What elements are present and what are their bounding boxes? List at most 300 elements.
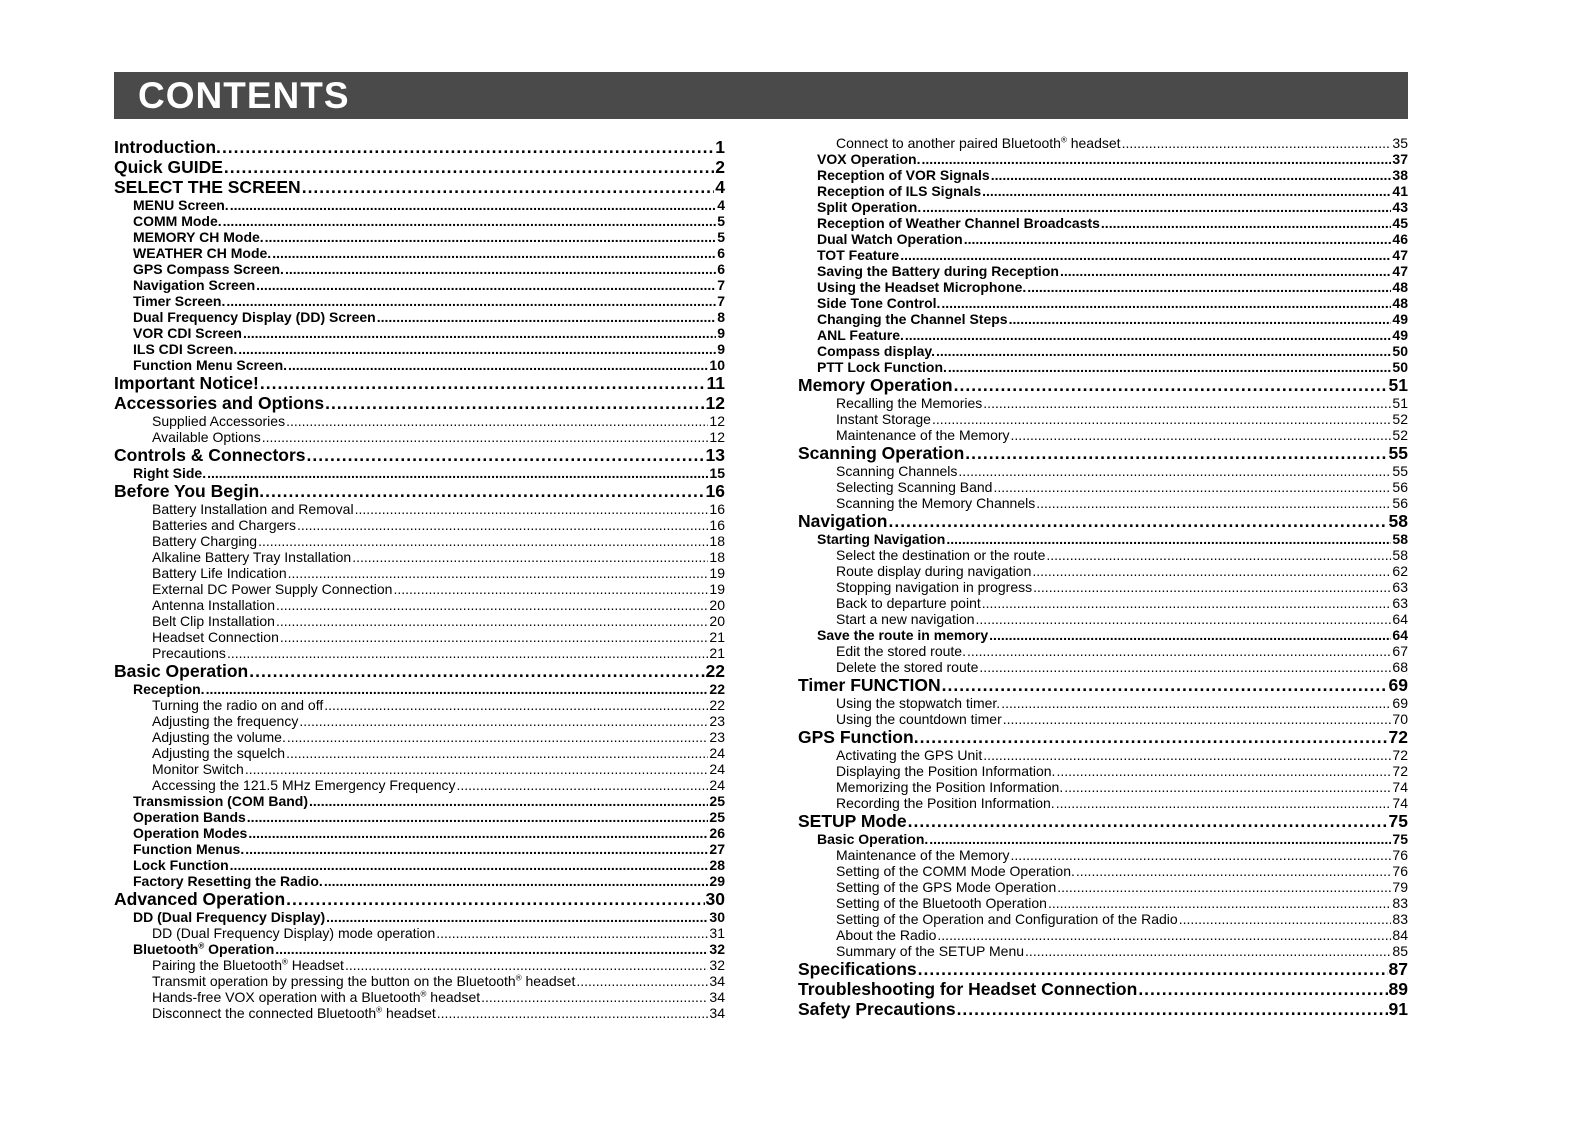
toc-entry[interactable] — [114, 697, 725, 713]
toc-entry-page: 15 — [709, 465, 725, 481]
toc-entry[interactable] — [114, 549, 725, 565]
toc-entry-title: Split Operation. — [817, 199, 922, 215]
toc-entry[interactable] — [114, 229, 725, 245]
toc-entry-title: DD (Dual Frequency Display) — [133, 909, 326, 925]
dot-leader — [918, 959, 1388, 979]
toc-entry[interactable] — [798, 359, 1408, 375]
toc-entry[interactable] — [114, 777, 725, 793]
toc-entry[interactable] — [798, 795, 1408, 811]
toc-entry-title: Timer FUNCTION — [798, 675, 941, 695]
dot-leader — [983, 747, 1391, 763]
toc-entry-page: 20 — [709, 597, 725, 613]
toc-entry-page: 34 — [709, 989, 725, 1005]
toc-entry[interactable] — [798, 199, 1408, 215]
toc-entry[interactable] — [798, 263, 1408, 279]
toc-entry[interactable] — [114, 629, 725, 645]
toc-entry-page: 1 — [715, 137, 725, 157]
toc-entry-title: External DC Power Supply Connection — [152, 581, 393, 597]
toc-entry[interactable] — [114, 597, 725, 613]
dot-leader — [1060, 263, 1391, 279]
toc-entry-title: Safety Precautions — [798, 999, 956, 1019]
toc-entry-title: SETUP Mode — [798, 811, 907, 831]
toc-entry-page: 48 — [1392, 279, 1408, 295]
dot-leader — [888, 511, 1387, 531]
toc-entry-title: VOR CDI Screen — [133, 325, 242, 341]
toc-entry[interactable] — [114, 341, 725, 357]
toc-entry-title: Battery Life Indication — [152, 565, 287, 581]
toc-entry[interactable] — [798, 763, 1408, 779]
dot-leader — [958, 463, 1391, 479]
toc-entry[interactable] — [114, 909, 725, 925]
toc-entry-page: 45 — [1392, 215, 1408, 231]
toc-entry[interactable] — [114, 465, 725, 481]
toc-entry[interactable] — [114, 613, 725, 629]
toc-entry-page: 55 — [1392, 463, 1408, 479]
toc-entry-title: Precautions — [152, 645, 226, 661]
toc-entry[interactable] — [798, 411, 1408, 427]
toc-entry-page: 64 — [1392, 627, 1408, 643]
toc-entry-title: Factory Resetting the Radio. — [133, 873, 323, 889]
dot-leader — [946, 531, 1391, 547]
toc-entry[interactable] — [114, 941, 725, 957]
toc-entry-page: 83 — [1392, 911, 1408, 927]
dot-leader — [256, 277, 716, 293]
toc-entry[interactable] — [114, 1005, 725, 1021]
toc-entry[interactable] — [114, 293, 725, 309]
dot-leader — [576, 973, 708, 989]
toc-entry[interactable] — [798, 595, 1408, 611]
toc-entry[interactable] — [114, 729, 725, 745]
toc-entry[interactable] — [114, 357, 725, 373]
dot-leader — [908, 811, 1388, 831]
dot-leader — [922, 199, 1391, 215]
toc-entry[interactable] — [798, 479, 1408, 495]
toc-entry-page: 49 — [1392, 327, 1408, 343]
dot-leader — [954, 375, 1388, 395]
toc-entry-page: 62 — [1392, 563, 1408, 579]
toc-entry[interactable] — [798, 531, 1408, 547]
dot-leader — [1056, 763, 1391, 779]
toc-entry-title: Recalling the Memories — [836, 395, 983, 411]
toc-entry[interactable] — [114, 501, 725, 517]
dot-leader — [276, 613, 708, 629]
toc-entry-page: 32 — [709, 957, 725, 973]
dot-leader — [1138, 979, 1387, 999]
toc-entry[interactable] — [798, 627, 1408, 643]
toc-entry[interactable] — [798, 295, 1408, 311]
toc-entry-title: Edit the stored route. — [836, 643, 966, 659]
dot-leader — [355, 501, 709, 517]
dot-leader — [288, 565, 709, 581]
dot-leader — [481, 989, 708, 1005]
toc-entry[interactable] — [798, 215, 1408, 231]
dot-leader — [976, 611, 1392, 627]
toc-entry[interactable] — [114, 681, 725, 697]
toc-entry-title: Disconnect the connected Bluetooth® headset — [152, 1005, 436, 1021]
dot-leader — [932, 411, 1391, 427]
dot-leader — [248, 825, 708, 841]
toc-entry[interactable] — [798, 979, 1408, 999]
dot-leader — [936, 343, 1391, 359]
toc-entry-page: 11 — [706, 373, 725, 393]
toc-entry-title: Advanced Operation — [114, 889, 286, 909]
toc-entry[interactable] — [114, 809, 725, 825]
dot-leader — [993, 479, 1391, 495]
toc-entry-page: 58 — [1388, 511, 1408, 531]
dot-leader — [1101, 215, 1392, 231]
toc-entry-title: Transmit operation by pressing the button on the Bluetooth® headset — [152, 973, 576, 989]
toc-entry[interactable] — [798, 343, 1408, 359]
toc-entry-page: 25 — [709, 793, 725, 809]
dot-leader — [1076, 863, 1392, 879]
toc-entry-page: 34 — [709, 973, 725, 989]
toc-entry-title: Starting Navigation — [817, 531, 946, 547]
toc-entry[interactable] — [114, 841, 725, 857]
toc-entry-page: 16 — [705, 481, 725, 501]
toc-entry[interactable] — [114, 157, 725, 177]
toc-entry-page: 85 — [1392, 943, 1408, 959]
toc-entry[interactable] — [114, 373, 725, 393]
dot-leader — [1064, 779, 1391, 795]
toc-entry[interactable] — [114, 925, 725, 941]
dot-leader — [967, 643, 1391, 659]
dot-leader — [238, 341, 716, 357]
toc-entry-title: Dual Watch Operation — [817, 231, 963, 247]
toc-entry-page: 9 — [717, 341, 725, 357]
toc-entry-title: Scanning Operation — [798, 443, 965, 463]
toc-entry-page: 74 — [1392, 779, 1408, 795]
toc-entry-page: 50 — [1392, 343, 1408, 359]
toc-entry-page: 5 — [717, 213, 725, 229]
toc-entry[interactable] — [798, 375, 1408, 395]
toc-entry[interactable] — [798, 879, 1408, 895]
toc-entry[interactable] — [798, 643, 1408, 659]
toc-entry[interactable] — [798, 943, 1408, 959]
dot-leader — [345, 957, 708, 973]
toc-entry[interactable] — [114, 325, 725, 341]
dot-leader — [948, 359, 1392, 375]
toc-entry[interactable] — [798, 747, 1408, 763]
toc-entry-page: 50 — [1392, 359, 1408, 375]
toc-entry-title: Important Notice! — [114, 373, 259, 393]
dot-leader — [287, 729, 709, 745]
toc-entry-page: 47 — [1392, 263, 1408, 279]
toc-entry[interactable] — [114, 137, 725, 157]
toc-entry-page: 10 — [709, 357, 725, 373]
dot-leader — [1057, 879, 1391, 895]
toc-entry-title: Antenna Installation — [152, 597, 275, 613]
toc-entry-title: Start a new navigation — [836, 611, 975, 627]
toc-entry-title: Recording the Position Information. — [836, 795, 1055, 811]
registered-mark: ® — [376, 1005, 383, 1015]
toc-entry[interactable] — [798, 135, 1408, 151]
toc-entry-title: Setting of the Operation and Configuration of the Radio — [836, 911, 1178, 927]
dot-leader — [942, 675, 1388, 695]
dot-leader — [1025, 943, 1391, 959]
toc-entry-page: 58 — [1392, 547, 1408, 563]
dot-leader — [1011, 427, 1392, 443]
dot-leader — [276, 597, 708, 613]
toc-entry-page: 2 — [715, 157, 725, 177]
registered-mark: ® — [515, 973, 522, 983]
toc-entry-page: 76 — [1392, 847, 1408, 863]
toc-entry-page: 9 — [717, 325, 725, 341]
toc-entry-title: MENU Screen. — [133, 197, 229, 213]
toc-entry[interactable] — [114, 533, 725, 549]
registered-mark: ® — [198, 941, 205, 951]
toc-entry-title: Battery Installation and Removal — [152, 501, 354, 517]
toc-entry-page: 27 — [709, 841, 725, 857]
toc-entry[interactable] — [114, 973, 725, 989]
toc-entry[interactable] — [114, 793, 725, 809]
toc-entry-page: 83 — [1392, 895, 1408, 911]
toc-entry-page: 30 — [709, 909, 725, 925]
toc-entry-title: VOX Operation. — [817, 151, 921, 167]
toc-entry-title: PTT Lock Function. — [817, 359, 947, 375]
dot-leader — [456, 777, 708, 793]
toc-entry-page: 4 — [715, 177, 725, 197]
toc-entry[interactable] — [798, 167, 1408, 183]
toc-entry-page: 22 — [709, 697, 725, 713]
toc-entry-title: Using the countdown timer — [836, 711, 1002, 727]
toc-entry[interactable] — [114, 889, 725, 909]
toc-entry-page: 76 — [1392, 863, 1408, 879]
toc-entry[interactable] — [798, 511, 1408, 531]
toc-entry-title: Instant Storage — [836, 411, 931, 427]
toc-entry-page: 41 — [1392, 183, 1408, 199]
toc-entry-page: 51 — [1392, 395, 1408, 411]
toc-entry-title: DD (Dual Frequency Display) mode operation — [152, 925, 436, 941]
toc-entry-title: Connect to another paired Bluetooth® headset — [836, 135, 1121, 151]
toc-entry[interactable] — [114, 645, 725, 661]
dot-leader — [989, 627, 1391, 643]
toc-entry[interactable] — [114, 761, 725, 777]
toc-entry-title: Turning the radio on and off — [152, 697, 324, 713]
dot-leader — [1009, 311, 1392, 327]
toc-entry[interactable] — [114, 481, 725, 501]
toc-entry-title: Navigation — [798, 511, 888, 531]
toc-entry-title: TOT Feature — [817, 247, 900, 263]
toc-entry-title: Headset Connection — [152, 629, 279, 645]
toc-entry-title: Changing the Channel Steps — [817, 311, 1008, 327]
toc-entry-page: 6 — [717, 261, 725, 277]
toc-entry[interactable] — [114, 661, 725, 681]
toc-entry-page: 4 — [717, 197, 725, 213]
dot-leader — [260, 373, 706, 393]
toc-entry[interactable] — [798, 911, 1408, 927]
toc-entry[interactable] — [798, 863, 1408, 879]
dot-leader — [245, 761, 709, 777]
toc-entry[interactable] — [798, 547, 1408, 563]
toc-entry[interactable] — [114, 413, 725, 429]
toc-entry[interactable] — [798, 727, 1408, 747]
dot-leader — [921, 151, 1391, 167]
toc-entry[interactable] — [114, 309, 725, 325]
toc-entry[interactable] — [798, 327, 1408, 343]
toc-entry-title: GPS Compass Screen. — [133, 261, 284, 277]
toc-entry[interactable] — [114, 213, 725, 229]
toc-entry-page: 38 — [1392, 167, 1408, 183]
dot-leader — [227, 645, 708, 661]
dot-leader — [302, 177, 715, 197]
toc-entry-title: Setting of the GPS Mode Operation — [836, 879, 1057, 895]
toc-entry-page: 91 — [1388, 999, 1408, 1019]
dot-leader — [1033, 579, 1391, 595]
contents-banner — [114, 72, 1408, 119]
toc-entry-page: 43 — [1392, 199, 1408, 215]
toc-entry[interactable] — [798, 443, 1408, 463]
dot-leader — [222, 137, 714, 157]
toc-entry-page: 69 — [1392, 695, 1408, 711]
toc-entry-title: Reception of VOR Signals — [817, 167, 990, 183]
toc-entry[interactable] — [114, 565, 725, 581]
toc-entry[interactable] — [114, 825, 725, 841]
toc-entry-title: Adjusting the volume. — [152, 729, 286, 745]
toc-entry-title: Selecting Scanning Band — [836, 479, 993, 495]
toc-entry[interactable] — [798, 563, 1408, 579]
toc-entry[interactable] — [114, 197, 725, 213]
toc-entry[interactable] — [798, 463, 1408, 479]
toc-entry-page: 22 — [705, 661, 725, 681]
toc-entry[interactable] — [798, 831, 1408, 847]
dot-leader — [900, 247, 1391, 263]
toc-entry-page: 16 — [709, 517, 725, 533]
toc-entry[interactable] — [798, 959, 1408, 979]
toc-entry[interactable] — [114, 713, 725, 729]
toc-entry-page: 47 — [1392, 247, 1408, 263]
toc-entry-page: 7 — [717, 293, 725, 309]
toc-entry[interactable] — [114, 177, 725, 197]
toc-entry-page: 75 — [1392, 831, 1408, 847]
dot-leader — [1003, 711, 1392, 727]
toc-entry[interactable] — [114, 261, 725, 277]
dot-leader — [224, 157, 714, 177]
toc-entry[interactable] — [798, 927, 1408, 943]
dot-leader — [982, 183, 1391, 199]
toc-entry-page: 21 — [709, 629, 725, 645]
dot-leader — [207, 465, 708, 481]
toc-entry-title: Using the Headset Microphone. — [817, 279, 1027, 295]
toc-entry[interactable] — [114, 957, 725, 973]
toc-entry[interactable] — [114, 393, 725, 413]
toc-entry[interactable] — [114, 245, 725, 261]
dot-leader — [1032, 563, 1391, 579]
toc-entry[interactable] — [798, 659, 1408, 675]
toc-entry[interactable] — [798, 895, 1408, 911]
dot-leader — [245, 841, 708, 857]
toc-entry-title: Scanning Channels — [836, 463, 958, 479]
toc-entry[interactable] — [798, 579, 1408, 595]
toc-entry[interactable] — [798, 779, 1408, 795]
dot-leader — [297, 517, 708, 533]
toc-entry-title: Reception of Weather Channel Broadcasts — [817, 215, 1100, 231]
toc-entry[interactable] — [798, 711, 1408, 727]
toc-entry[interactable] — [114, 857, 725, 873]
dot-leader — [247, 809, 709, 825]
dot-leader — [964, 231, 1392, 247]
toc-entry-page: 84 — [1392, 927, 1408, 943]
toc-entry-page: 23 — [709, 729, 725, 745]
toc-entry[interactable] — [798, 847, 1408, 863]
dot-leader — [223, 213, 717, 229]
toc-entry[interactable] — [798, 247, 1408, 263]
dot-leader — [965, 443, 1387, 463]
dot-leader — [286, 413, 708, 429]
toc-entry-page: 24 — [709, 777, 725, 793]
toc-entry-page: 69 — [1388, 675, 1408, 695]
toc-entry-title: Maintenance of the Memory — [836, 427, 1010, 443]
toc-entry-title: Basic Operation. — [817, 831, 929, 847]
toc-entry-title: Specifications — [798, 959, 917, 979]
toc-entry-title: Monitor Switch — [152, 761, 244, 777]
dot-leader — [437, 1005, 709, 1021]
toc-entry[interactable] — [798, 183, 1408, 199]
toc-entry[interactable] — [798, 495, 1408, 511]
toc-entry-page: 70 — [1392, 711, 1408, 727]
toc-entry-title: Belt Clip Installation — [152, 613, 275, 629]
toc-entry[interactable] — [798, 999, 1408, 1019]
toc-entry-title: Navigation Screen — [133, 277, 256, 293]
dot-leader — [957, 999, 1388, 1019]
toc-entry-title: Function Menu Screen. — [133, 357, 288, 373]
toc-entry[interactable] — [798, 427, 1408, 443]
toc-entry-page: 55 — [1388, 443, 1408, 463]
toc-entry[interactable] — [798, 611, 1408, 627]
toc-entry[interactable] — [798, 395, 1408, 411]
toc-entry[interactable] — [798, 231, 1408, 247]
toc-entry-page: 58 — [1392, 531, 1408, 547]
toc-entry[interactable] — [114, 517, 725, 533]
toc-entry[interactable] — [114, 277, 725, 293]
toc-entry[interactable] — [798, 695, 1408, 711]
toc-entry[interactable] — [798, 151, 1408, 167]
toc-entry-page: 72 — [1388, 727, 1408, 747]
toc-entry-page: 18 — [709, 549, 725, 565]
dot-leader — [265, 229, 717, 245]
toc-entry-title: Adjusting the frequency — [152, 713, 299, 729]
toc-entry[interactable] — [114, 445, 725, 465]
toc-entry-page: 48 — [1392, 295, 1408, 311]
toc-entry-page: 16 — [709, 501, 725, 517]
dot-leader — [1046, 547, 1391, 563]
toc-entry[interactable] — [798, 675, 1408, 695]
dot-leader — [286, 745, 708, 761]
dot-leader — [991, 167, 1392, 183]
toc-entry-title: SELECT THE SCREEN — [114, 177, 301, 197]
toc-entry-page: 26 — [709, 825, 725, 841]
toc-entry[interactable] — [114, 581, 725, 597]
dot-leader — [1179, 911, 1392, 927]
dot-leader — [1122, 135, 1392, 151]
toc-entry[interactable] — [114, 429, 725, 445]
toc-entry-page: 7 — [717, 277, 725, 293]
dot-leader — [299, 713, 708, 729]
toc-entry-title: About the Radio — [836, 927, 937, 943]
toc-entry[interactable] — [798, 279, 1408, 295]
toc-entry[interactable] — [114, 873, 725, 889]
toc-entry[interactable] — [798, 311, 1408, 327]
toc-entry[interactable] — [114, 745, 725, 761]
toc-entry[interactable] — [798, 811, 1408, 831]
toc-entry-title: Pairing the Bluetooth® Headset — [152, 957, 344, 973]
toc-entry[interactable] — [114, 989, 725, 1005]
dot-leader — [1036, 495, 1391, 511]
dot-leader — [280, 629, 709, 645]
toc-entry-page: 32 — [709, 941, 725, 957]
toc-entry-page: 21 — [709, 645, 725, 661]
dot-leader — [258, 533, 708, 549]
registered-mark: ® — [1060, 135, 1067, 145]
